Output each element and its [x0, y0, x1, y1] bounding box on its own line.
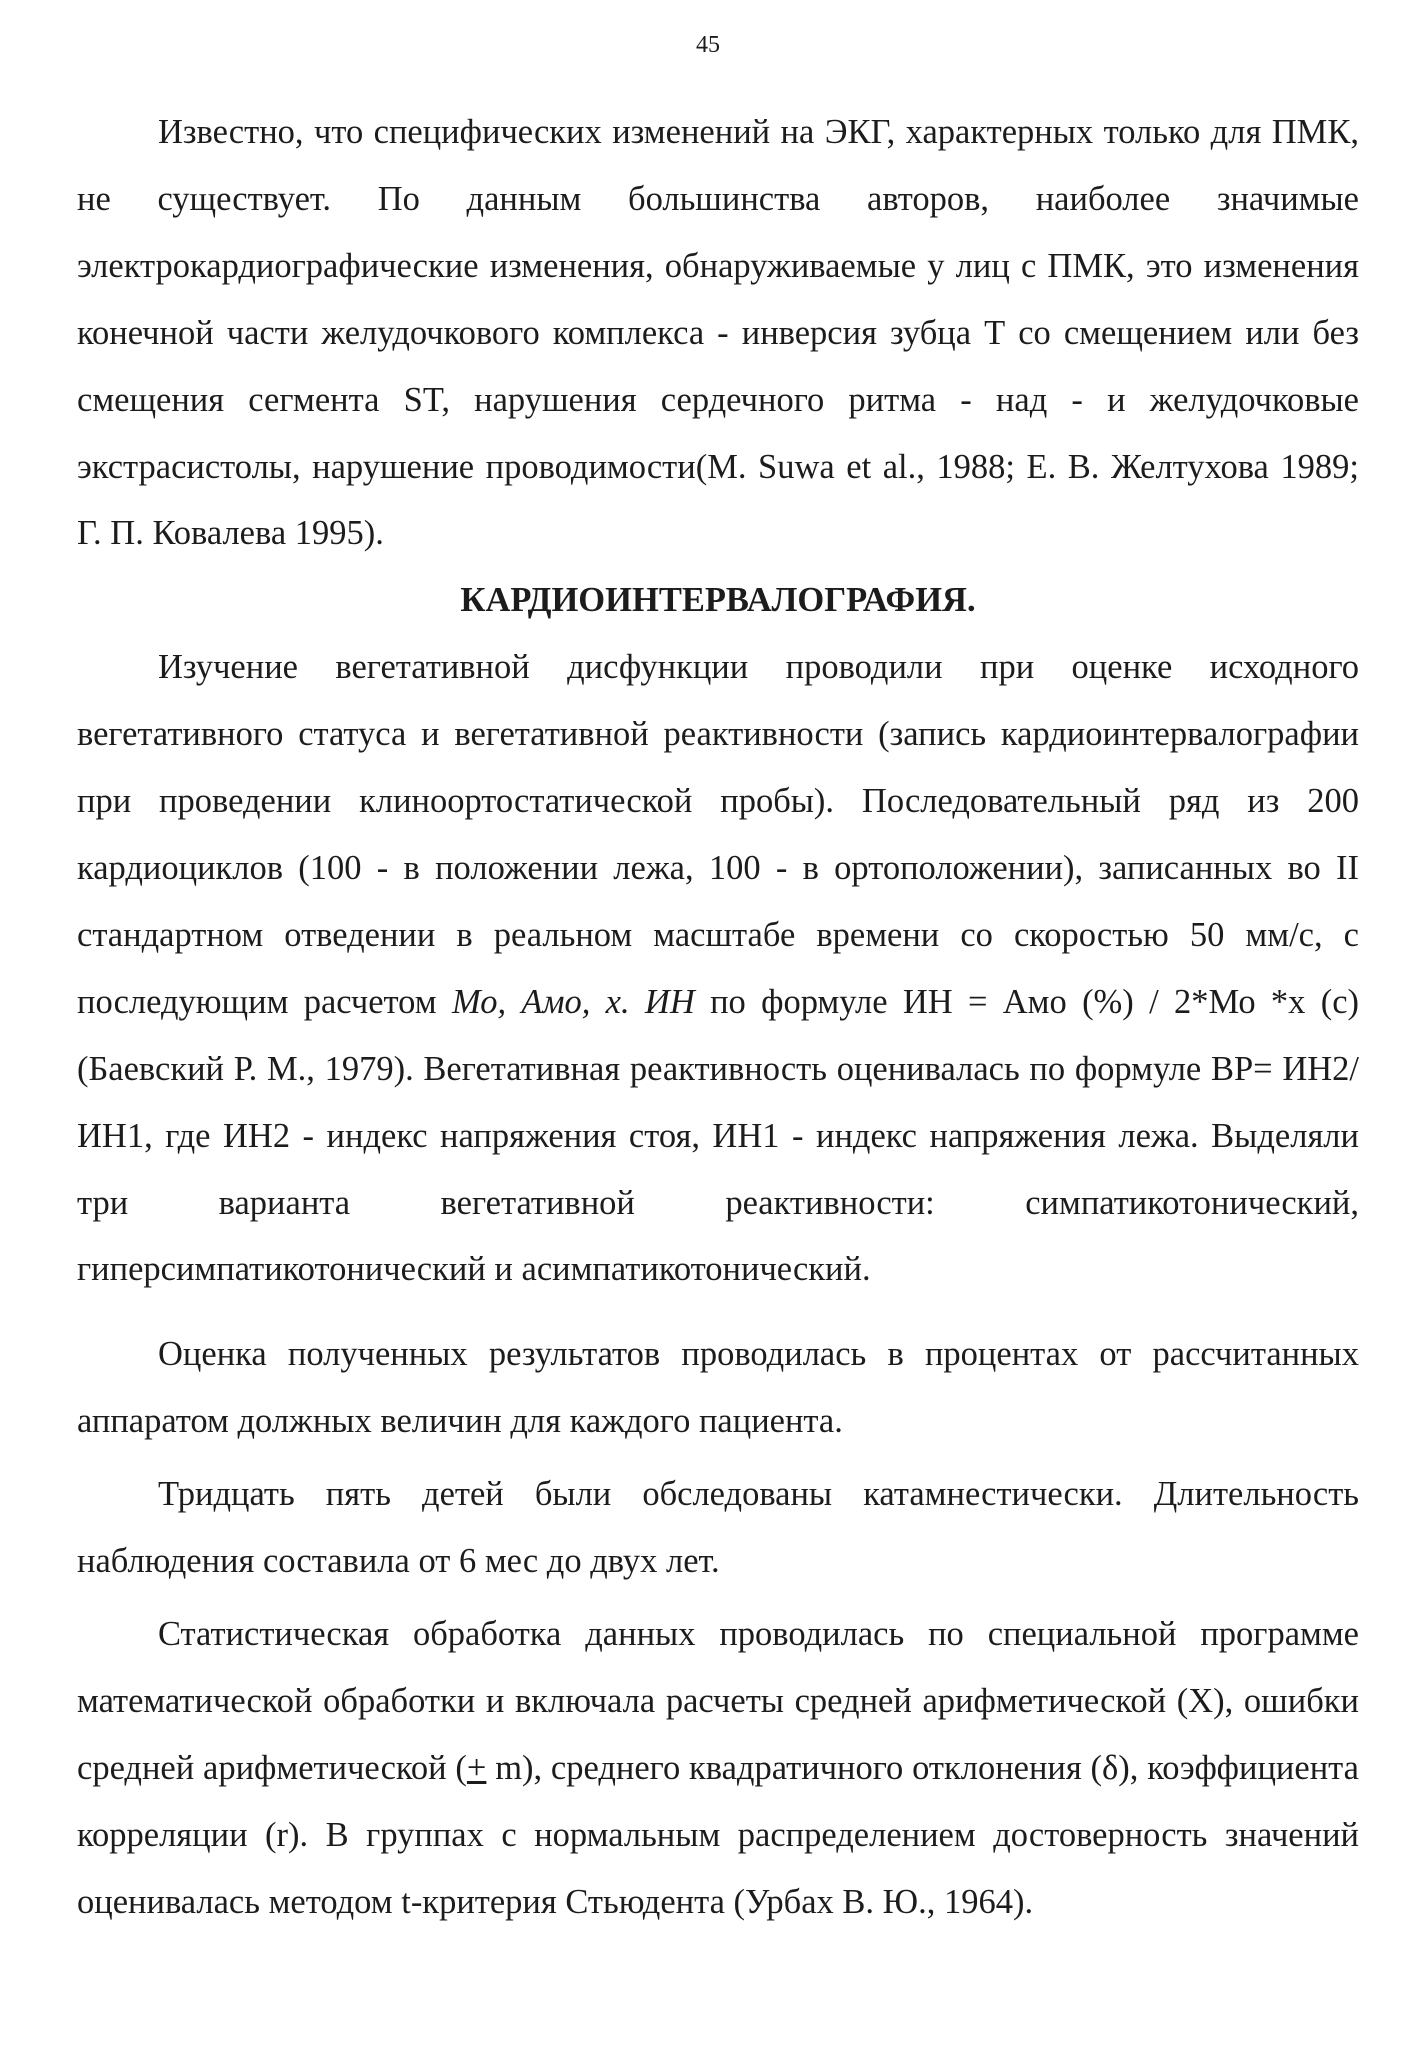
document-body: [77, 99, 1359, 1935]
kig-formula-symbols: Мо, Амо, x. ИН: [451, 982, 695, 1021]
kig-text-part1: Изучение вегетативной дисфункции проводили при оценке исходного вегетативного статуса и вегетативной реактивности (запись кардиоинтервалографии при проведении клиноортостатической пробы). Последовательный ряд из 200 кардиоциклов (100 - в положении лежа, 100 - в ортоположении), записанных во II стандартном отведении в реальном масштабе времени со скоростью 50 мм/с, с последующим расчетом: [77, 648, 1359, 1021]
kig-text-part2: по формуле ИН = Амо (%) / 2*Мо *x (с) (Баевский Р. М., 1979). Вегетативная реактивность оценивалась по формуле ВР= ИН2/ИН1, где ИН2 - индекс напряжения стоя, ИН1 - индекс напряжения лежа. Выделяли три варианта вегетативной реактивности: симпатикотонический, гиперсимпатикотонический и асимпатикотонический.: [77, 982, 1359, 1289]
plus-minus-symbol: +: [466, 1748, 487, 1787]
follow-up-paragraph: Тридцать пять детей были обследованы катамнестически. Длительность наблюдения составила от 6 мес до двух лет.: [77, 1475, 1359, 1581]
section-heading: КАРДИОИНТЕРВАЛОГРАФИЯ.: [460, 581, 976, 620]
page-number: 45: [696, 32, 720, 58]
statistics-paragraph: [77, 1601, 1359, 1936]
kig-method-paragraph: [77, 634, 1359, 1303]
evaluation-paragraph: Оценка полученных результатов проводилась в процентах от рассчитанных аппаратом должных величин для каждого пациента.: [77, 1335, 1359, 1441]
ecg-paragraph: Известно, что специфических изменений на ЭКГ, характерных только для ПМК, не существует. По данным большинства авторов, наиболее значимые электрокардиографические изменения, обнаруживаемые у лиц с ПМК, это изменения конечной части желудочкового комплекса - инверсия зубца Т со смещением или без смещения сегмента ST, нарушения сердечного ритма - над - и желудочковые экстрасистолы, нарушение проводимости(M. Suwa et al., 1988; Е. В. Желтухова 1989; Г. П. Ковалева 1995).: [77, 113, 1359, 553]
stats-text-part1: Статистическая обработка данных проводилась по специальной программе математической обработки и включала расчеты средней арифметической (X), ошибки средней арифметической (: [77, 1614, 1359, 1787]
stats-text-part2: m), среднего квадратичного отклонения (δ), коэффициента корреляции (r). В группах с нормальным распределением достоверность значений оценивалась методом t-критерия Стьюдента (Урбах В. Ю., 1964).: [77, 1748, 1359, 1921]
